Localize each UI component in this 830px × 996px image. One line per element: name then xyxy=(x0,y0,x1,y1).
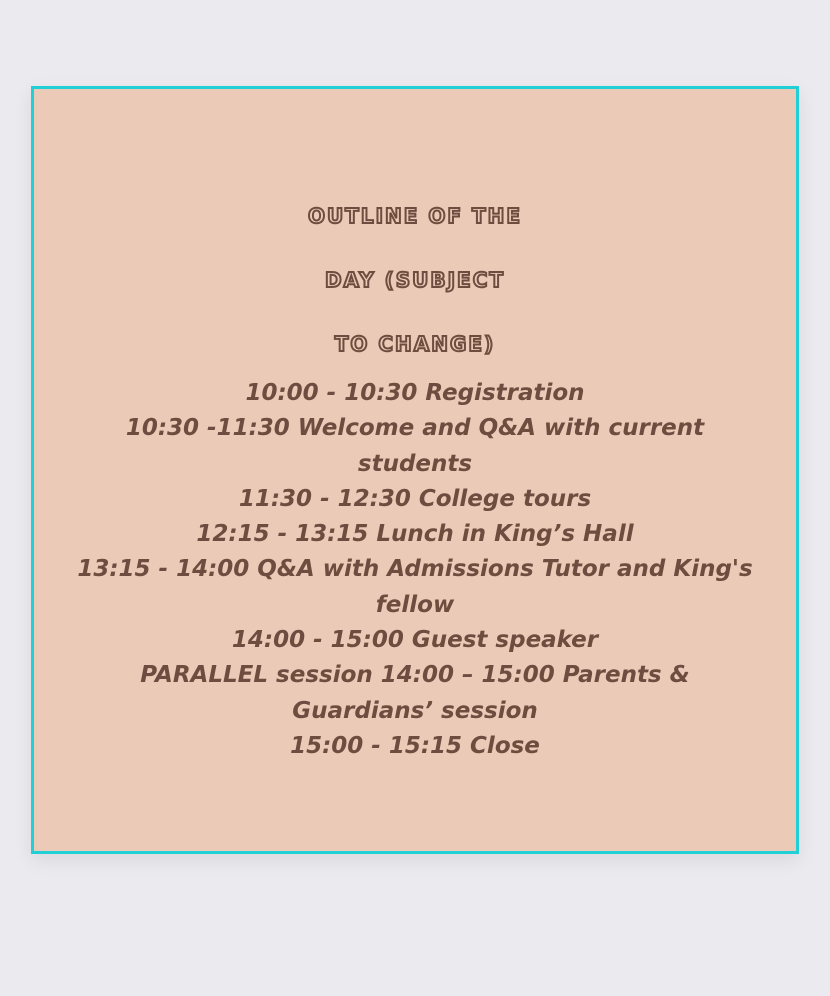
title-line: DAY (SUBJECT xyxy=(324,268,506,292)
schedule-item: 13:15 - 14:00 Q&A with Admissions Tutor and King's fellow xyxy=(77,556,753,618)
schedule-item: 11:30 - 12:30 College tours xyxy=(238,485,592,512)
schedule-item: 10:00 - 10:30 Registration xyxy=(245,380,585,406)
schedule-item: 12:15 - 13:15 Lunch in King’s Hall xyxy=(196,521,634,548)
page-title xyxy=(34,184,796,376)
title-line: TO CHANGE) xyxy=(334,332,496,356)
schedule-item: 10:30 -11:30 Welcome and Q&A with current students xyxy=(125,415,705,477)
schedule-list xyxy=(74,376,756,764)
title-line: OUTLINE OF THE xyxy=(307,204,523,228)
schedule-item: PARALLEL session 14:00 – 15:00 Parents & Guardians’ session xyxy=(140,662,690,724)
schedule-item: 15:00 - 15:15 Close xyxy=(290,732,540,759)
schedule-card xyxy=(31,86,799,854)
schedule-item: 14:00 - 15:00 Guest speaker xyxy=(231,627,599,654)
